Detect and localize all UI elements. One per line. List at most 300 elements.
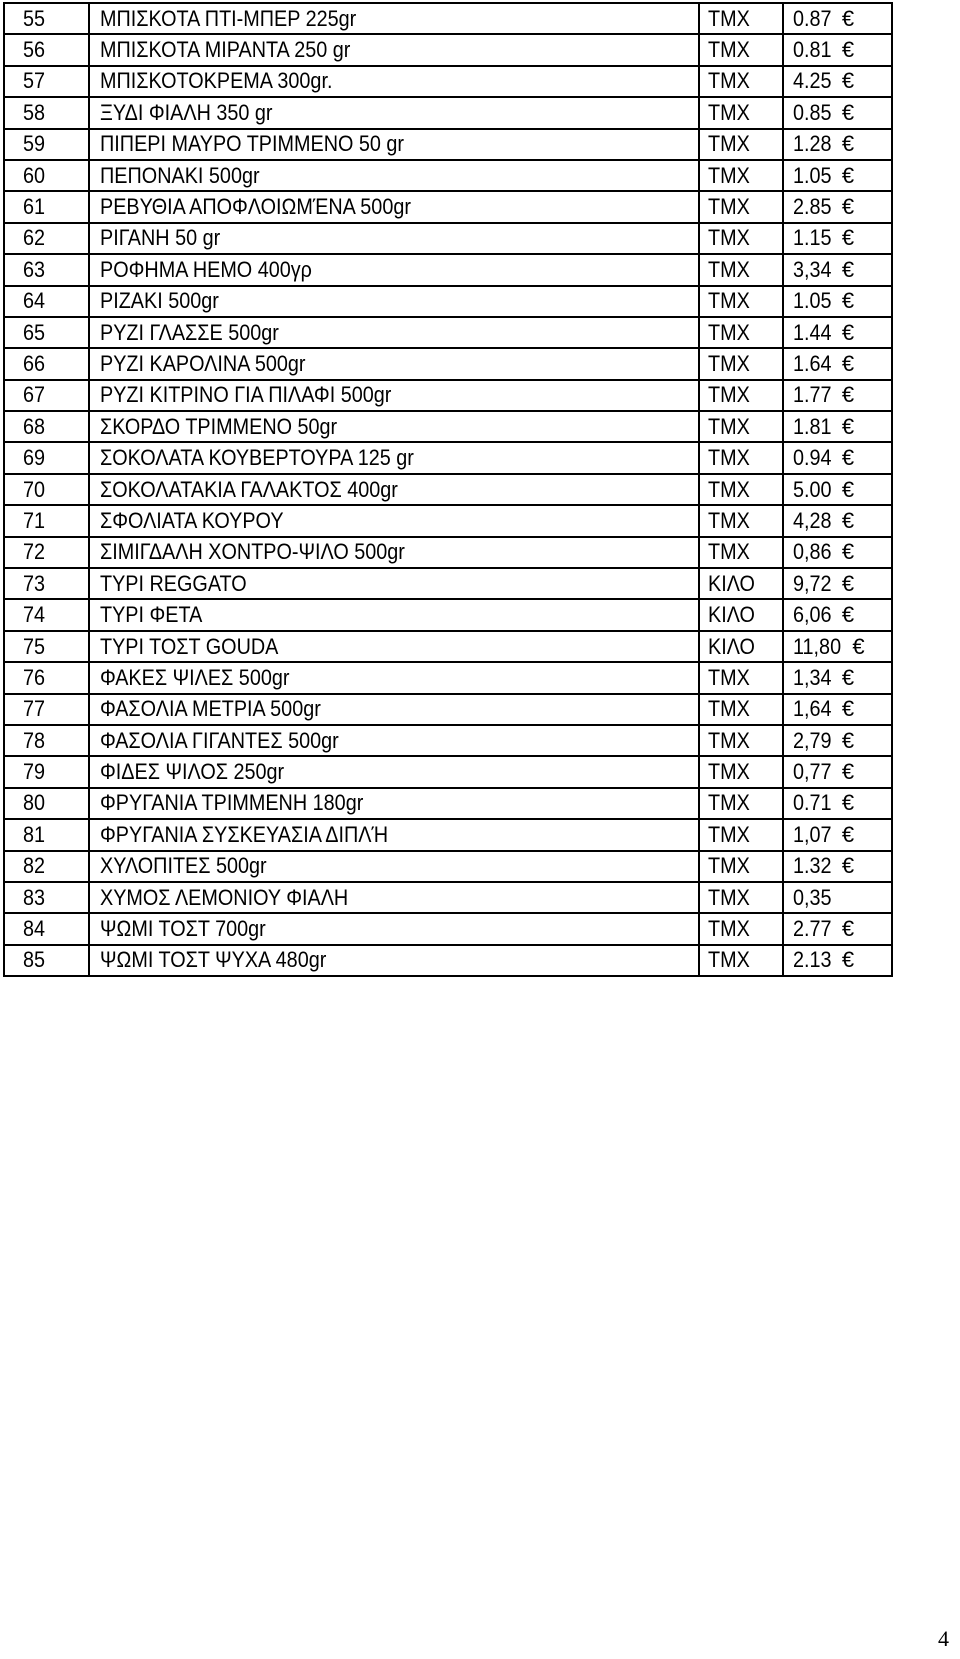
product-name-text: ΡΕΒΥΘΙΑ ΑΠΟΦΛΟΙΩΜΈΝΑ 500gr — [100, 194, 411, 220]
table-row — [4, 191, 892, 222]
unit-text: ΤΜΧ — [708, 947, 750, 973]
price-list-table — [3, 2, 893, 977]
table-row — [4, 568, 892, 599]
item-number-text: 59 — [23, 131, 46, 157]
price-text: 11,80 — [793, 633, 842, 659]
item-number-cell — [4, 568, 89, 599]
unit-cell — [699, 223, 783, 254]
item-number-cell — [4, 129, 89, 160]
price-cell — [783, 505, 892, 536]
unit-text: ΤΜΧ — [708, 194, 750, 220]
euro-icon: € — [841, 507, 855, 533]
price-cell — [783, 568, 892, 599]
product-name-cell — [89, 411, 699, 442]
unit-cell — [699, 599, 783, 630]
item-number-cell — [4, 945, 89, 976]
table-row — [4, 34, 892, 65]
item-number-text: 62 — [23, 225, 46, 251]
table-row — [4, 348, 892, 379]
item-number-cell — [4, 3, 89, 34]
unit-cell — [699, 129, 783, 160]
unit-cell — [699, 286, 783, 317]
item-number-text: 56 — [23, 37, 46, 63]
unit-cell — [699, 913, 783, 944]
product-name-text: ΡΥΖΙ ΚΙΤΡΙΝΟ ΓΙΑ ΠΙΛΑΦΙ 500gr — [100, 382, 392, 408]
price-cell — [783, 97, 892, 128]
price-text: 0.85 — [793, 99, 832, 125]
unit-text: ΤΜΧ — [708, 727, 750, 753]
price-text: 1,07 — [793, 821, 832, 847]
unit-cell — [699, 254, 783, 285]
item-number-cell — [4, 631, 89, 662]
item-number-text: 60 — [23, 162, 46, 188]
price-text: 1.44 — [793, 319, 832, 345]
product-name-cell — [89, 34, 699, 65]
product-name-text: ΜΠΙΣΚΟΤΟΚΡΕΜΑ 300gr. — [100, 68, 333, 94]
unit-text: ΤΜΧ — [708, 759, 750, 785]
item-number-cell — [4, 223, 89, 254]
product-name-text: ΡΟΦΗΜΑ ΗΕΜΟ 400γρ — [100, 256, 312, 282]
table-row — [4, 599, 892, 630]
item-number-cell — [4, 788, 89, 819]
price-cell — [783, 129, 892, 160]
unit-cell — [699, 725, 783, 756]
product-name-text: ΧΥΜΟΣ ΛΕΜΟΝΙΟΥ ΦΙΑΛΗ — [100, 884, 349, 910]
euro-icon: € — [841, 602, 855, 628]
unit-cell — [699, 66, 783, 97]
item-number-cell — [4, 442, 89, 473]
product-name-text: ΨΩΜΙ ΤΟΣΤ 700gr — [100, 916, 266, 942]
item-number-text: 73 — [23, 570, 46, 596]
item-number-text: 82 — [23, 853, 46, 879]
product-name-cell — [89, 537, 699, 568]
price-text: 1.64 — [793, 350, 832, 376]
item-number-text: 79 — [23, 759, 46, 785]
product-name-text: ΞΥΔΙ ΦΙΑΛΗ 350 gr — [100, 99, 273, 125]
price-cell — [783, 694, 892, 725]
price-cell — [783, 223, 892, 254]
euro-icon: € — [841, 821, 855, 847]
product-name-cell — [89, 286, 699, 317]
unit-text: ΤΜΧ — [708, 916, 750, 942]
price-cell — [783, 913, 892, 944]
euro-icon: € — [841, 37, 855, 63]
price-cell — [783, 380, 892, 411]
unit-cell — [699, 442, 783, 473]
item-number-cell — [4, 599, 89, 630]
euro-icon: € — [841, 68, 855, 94]
product-name-text: ΡΥΖΙ ΓΛΑΣΣΕ 500gr — [100, 319, 279, 345]
product-name-cell — [89, 756, 699, 787]
item-number-cell — [4, 160, 89, 191]
product-name-text: ΡΙΓΑΝΗ 50 gr — [100, 225, 221, 251]
table-row — [4, 442, 892, 473]
item-number-text: 69 — [23, 445, 46, 471]
item-number-text: 65 — [23, 319, 46, 345]
product-name-cell — [89, 380, 699, 411]
euro-icon: € — [841, 413, 855, 439]
item-number-text: 72 — [23, 539, 46, 565]
price-text: 2.77 — [793, 916, 832, 942]
item-number-cell — [4, 97, 89, 128]
table-row — [4, 662, 892, 693]
unit-text: ΚΙΛΟ — [708, 570, 755, 596]
unit-text: ΤΜΧ — [708, 5, 750, 31]
product-name-cell — [89, 66, 699, 97]
item-number-cell — [4, 254, 89, 285]
euro-icon: € — [841, 162, 855, 188]
product-name-text: ΦΑΣΟΛΙΑ ΜΕΤΡΙΑ 500gr — [100, 696, 321, 722]
product-name-cell — [89, 913, 699, 944]
table-row — [4, 505, 892, 536]
product-name-cell — [89, 851, 699, 882]
euro-icon: € — [841, 5, 855, 31]
unit-text: ΤΜΧ — [708, 68, 750, 94]
euro-icon: € — [841, 319, 855, 345]
price-text: 1,34 — [793, 664, 832, 690]
unit-cell — [699, 160, 783, 191]
product-name-cell — [89, 788, 699, 819]
price-text: 3,34 — [793, 256, 832, 282]
unit-text: ΤΜΧ — [708, 131, 750, 157]
price-cell — [783, 756, 892, 787]
euro-icon: € — [841, 727, 855, 753]
product-name-cell — [89, 945, 699, 976]
unit-text: ΤΜΧ — [708, 507, 750, 533]
unit-cell — [699, 662, 783, 693]
price-text: 0,86 — [793, 539, 832, 565]
item-number-text: 66 — [23, 350, 46, 376]
product-name-text: ΠΙΠΕΡΙ ΜΑΥΡΟ ΤΡΙΜΜΕΝΟ 50 gr — [100, 131, 405, 157]
unit-text: ΤΜΧ — [708, 539, 750, 565]
product-name-cell — [89, 254, 699, 285]
product-name-text: ΜΠΙΣΚΟΤΑ ΜΙΡΑΝΤΑ 250 gr — [100, 37, 351, 63]
item-number-text: 76 — [23, 664, 46, 690]
unit-cell — [699, 191, 783, 222]
price-cell — [783, 317, 892, 348]
product-name-cell — [89, 882, 699, 913]
item-number-text: 74 — [23, 602, 46, 628]
item-number-cell — [4, 411, 89, 442]
product-name-text: ΠΕΠΟΝΑΚΙ 500gr — [100, 162, 260, 188]
price-text: 9,72 — [793, 570, 832, 596]
product-name-cell — [89, 662, 699, 693]
price-cell — [783, 788, 892, 819]
table-row — [4, 788, 892, 819]
table-row — [4, 317, 892, 348]
item-number-cell — [4, 348, 89, 379]
unit-cell — [699, 474, 783, 505]
item-number-cell — [4, 380, 89, 411]
product-name-cell — [89, 160, 699, 191]
product-name-text: ΦΡΥΓΑΝΙΑ ΣΥΣΚΕΥΑΣΙΑ ΔΙΠΛΉ — [100, 821, 389, 847]
euro-icon: € — [841, 759, 855, 785]
table-row — [4, 97, 892, 128]
item-number-text: 83 — [23, 884, 46, 910]
unit-cell — [699, 348, 783, 379]
price-text: 6,06 — [793, 602, 832, 628]
unit-cell — [699, 317, 783, 348]
product-name-text: ΡΥΖΙ ΚΑΡΟΛΙΝΑ 500gr — [100, 350, 306, 376]
unit-text: ΤΜΧ — [708, 162, 750, 188]
price-text: 1.05 — [793, 162, 832, 188]
item-number-text: 78 — [23, 727, 46, 753]
item-number-cell — [4, 317, 89, 348]
price-text: 0.71 — [793, 790, 832, 816]
table-row — [4, 694, 892, 725]
table-row — [4, 819, 892, 850]
product-name-text: ΦΡΥΓΑΝΙΑ ΤΡΙΜΜΕΝΗ 180gr — [100, 790, 364, 816]
euro-icon: € — [841, 288, 855, 314]
product-name-text: ΜΠΙΣΚΟΤΑ ΠΤΙ-ΜΠΕΡ 225gr — [100, 5, 357, 31]
product-name-cell — [89, 505, 699, 536]
table-row — [4, 129, 892, 160]
product-name-cell — [89, 631, 699, 662]
unit-text: ΤΜΧ — [708, 445, 750, 471]
euro-icon: € — [841, 539, 855, 565]
item-number-text: 75 — [23, 633, 46, 659]
price-text: 4.25 — [793, 68, 832, 94]
item-number-text: 55 — [23, 5, 46, 31]
price-cell — [783, 34, 892, 65]
unit-cell — [699, 568, 783, 599]
price-text: 1.77 — [793, 382, 832, 408]
item-number-cell — [4, 34, 89, 65]
euro-icon: € — [852, 633, 865, 659]
table-row — [4, 945, 892, 976]
product-name-text: ΦΑΚΕΣ ΨΙΛΕΣ 500gr — [100, 664, 290, 690]
item-number-text: 61 — [23, 194, 46, 220]
item-number-cell — [4, 756, 89, 787]
euro-icon: € — [841, 350, 855, 376]
price-cell — [783, 442, 892, 473]
price-text: 1.28 — [793, 131, 832, 157]
unit-cell — [699, 97, 783, 128]
item-number-text: 81 — [23, 821, 46, 847]
price-text: 0.94 — [793, 445, 832, 471]
price-text: 0.81 — [793, 37, 832, 63]
product-name-cell — [89, 97, 699, 128]
euro-icon: € — [841, 664, 855, 690]
table-row — [4, 411, 892, 442]
euro-icon: € — [841, 131, 855, 157]
unit-text: ΤΜΧ — [708, 790, 750, 816]
unit-text: ΤΜΧ — [708, 319, 750, 345]
unit-cell — [699, 882, 783, 913]
unit-cell — [699, 851, 783, 882]
unit-text: ΤΜΧ — [708, 256, 750, 282]
price-cell — [783, 945, 892, 976]
unit-text: ΤΜΧ — [708, 696, 750, 722]
table-row — [4, 474, 892, 505]
price-text: 5.00 — [793, 476, 832, 502]
table-row — [4, 254, 892, 285]
product-name-cell — [89, 348, 699, 379]
price-text: 0,35 — [793, 884, 832, 910]
product-name-cell — [89, 442, 699, 473]
product-name-text: ΧΥΛΟΠΙΤΕΣ 500gr — [100, 853, 267, 879]
unit-text: ΤΜΧ — [708, 413, 750, 439]
item-number-text: 80 — [23, 790, 46, 816]
unit-cell — [699, 3, 783, 34]
item-number-cell — [4, 66, 89, 97]
item-number-cell — [4, 537, 89, 568]
price-cell — [783, 882, 892, 913]
price-text: 1,64 — [793, 696, 832, 722]
euro-icon: € — [841, 570, 855, 596]
product-name-text: ΤΥΡΙ ΦΕΤΑ — [100, 602, 203, 628]
product-name-cell — [89, 191, 699, 222]
euro-icon: € — [841, 445, 855, 471]
table-row — [4, 3, 892, 34]
item-number-cell — [4, 882, 89, 913]
euro-icon: € — [841, 382, 855, 408]
euro-icon: € — [841, 256, 855, 282]
product-name-text: ΦΙΔΕΣ ΨΙΛΟΣ 250gr — [100, 759, 285, 785]
price-text: 1.05 — [793, 288, 832, 314]
unit-text: ΤΜΧ — [708, 821, 750, 847]
price-cell — [783, 191, 892, 222]
unit-cell — [699, 537, 783, 568]
euro-icon: € — [841, 194, 855, 220]
price-cell — [783, 3, 892, 34]
price-cell — [783, 286, 892, 317]
unit-text: ΤΜΧ — [708, 853, 750, 879]
euro-icon: € — [841, 790, 855, 816]
item-number-cell — [4, 191, 89, 222]
unit-text: ΚΙΛΟ — [708, 633, 755, 659]
unit-cell — [699, 631, 783, 662]
price-cell — [783, 348, 892, 379]
product-name-cell — [89, 725, 699, 756]
price-text: 4,28 — [793, 507, 832, 533]
item-number-cell — [4, 662, 89, 693]
item-number-text: 77 — [23, 696, 46, 722]
unit-text: ΤΜΧ — [708, 225, 750, 251]
product-name-text: ΡΙΖΑΚΙ 500gr — [100, 288, 219, 314]
item-number-text: 58 — [23, 99, 46, 125]
product-name-text: ΤΥΡΙ ΤΟΣΤ GOUDA — [100, 633, 279, 659]
item-number-cell — [4, 505, 89, 536]
product-name-cell — [89, 223, 699, 254]
product-name-text: ΣΚΟΡΔΟ ΤΡΙΜΜΕΝΟ 50gr — [100, 413, 338, 439]
item-number-text: 64 — [23, 288, 46, 314]
item-number-text: 70 — [23, 476, 46, 502]
item-number-text: 84 — [23, 916, 46, 942]
euro-icon: € — [841, 476, 855, 502]
price-text: 2,79 — [793, 727, 832, 753]
table-row — [4, 223, 892, 254]
table-row — [4, 286, 892, 317]
product-name-cell — [89, 599, 699, 630]
price-cell — [783, 662, 892, 693]
unit-text: ΤΜΧ — [708, 350, 750, 376]
euro-icon: € — [841, 696, 855, 722]
price-text: 0.87 — [793, 5, 832, 31]
price-text: 0,77 — [793, 759, 832, 785]
price-text: 1.32 — [793, 853, 832, 879]
unit-cell — [699, 380, 783, 411]
euro-icon: € — [841, 916, 855, 942]
unit-cell — [699, 411, 783, 442]
price-cell — [783, 819, 892, 850]
table-row — [4, 631, 892, 662]
price-list-body — [4, 3, 892, 976]
product-name-text: ΣΟΚΟΛΑΤΑ ΚΟΥΒΕΡΤΟΥΡΑ 125 gr — [100, 445, 414, 471]
table-row — [4, 725, 892, 756]
unit-text: ΤΜΧ — [708, 288, 750, 314]
price-cell — [783, 631, 892, 662]
table-row — [4, 756, 892, 787]
product-name-text: ΣΙΜΙΓΔΑΛΗ ΧΟΝΤΡΟ-ΨΙΛΟ 500gr — [100, 539, 405, 565]
euro-icon: € — [841, 947, 855, 973]
table-row — [4, 66, 892, 97]
unit-cell — [699, 34, 783, 65]
table-row — [4, 537, 892, 568]
unit-cell — [699, 756, 783, 787]
table-row — [4, 851, 892, 882]
unit-text: ΤΜΧ — [708, 37, 750, 63]
product-name-text: ΤΥΡΙ REGGATO — [100, 570, 247, 596]
price-cell — [783, 599, 892, 630]
price-cell — [783, 537, 892, 568]
price-cell — [783, 160, 892, 191]
unit-text: ΚΙΛΟ — [708, 602, 755, 628]
unit-cell — [699, 505, 783, 536]
item-number-text: 57 — [23, 68, 46, 94]
product-name-cell — [89, 474, 699, 505]
unit-cell — [699, 788, 783, 819]
euro-icon: € — [841, 853, 855, 879]
unit-cell — [699, 945, 783, 976]
table-row — [4, 882, 892, 913]
price-cell — [783, 474, 892, 505]
item-number-text: 63 — [23, 256, 46, 282]
unit-text: ΤΜΧ — [708, 476, 750, 502]
product-name-cell — [89, 129, 699, 160]
product-name-cell — [89, 694, 699, 725]
product-name-text: ΦΑΣΟΛΙΑ ΓΙΓΑΝΤΕΣ 500gr — [100, 727, 339, 753]
price-cell — [783, 411, 892, 442]
euro-icon: € — [841, 99, 855, 125]
unit-cell — [699, 819, 783, 850]
product-name-cell — [89, 819, 699, 850]
price-text: 2.85 — [793, 194, 832, 220]
item-number-cell — [4, 913, 89, 944]
item-number-cell — [4, 474, 89, 505]
item-number-text: 85 — [23, 947, 46, 973]
table-row — [4, 160, 892, 191]
unit-text: ΤΜΧ — [708, 382, 750, 408]
product-name-cell — [89, 568, 699, 599]
price-text: 1.81 — [793, 413, 832, 439]
table-row — [4, 913, 892, 944]
product-name-text: ΣΟΚΟΛΑΤΑΚΙΑ ΓΑΛΑΚΤΟΣ 400gr — [100, 476, 398, 502]
price-cell — [783, 254, 892, 285]
price-text: 1.15 — [793, 225, 832, 251]
euro-icon: € — [841, 225, 855, 251]
unit-cell — [699, 694, 783, 725]
product-name-text: ΣΦΟΛΙΑΤΑ ΚΟΥΡΟΥ — [100, 507, 284, 533]
page-number: 4 — [938, 1626, 949, 1651]
item-number-text: 68 — [23, 413, 46, 439]
item-number-cell — [4, 694, 89, 725]
unit-text: ΤΜΧ — [708, 884, 750, 910]
unit-text: ΤΜΧ — [708, 664, 750, 690]
unit-text: ΤΜΧ — [708, 99, 750, 125]
item-number-text: 67 — [23, 382, 46, 408]
product-name-cell — [89, 3, 699, 34]
